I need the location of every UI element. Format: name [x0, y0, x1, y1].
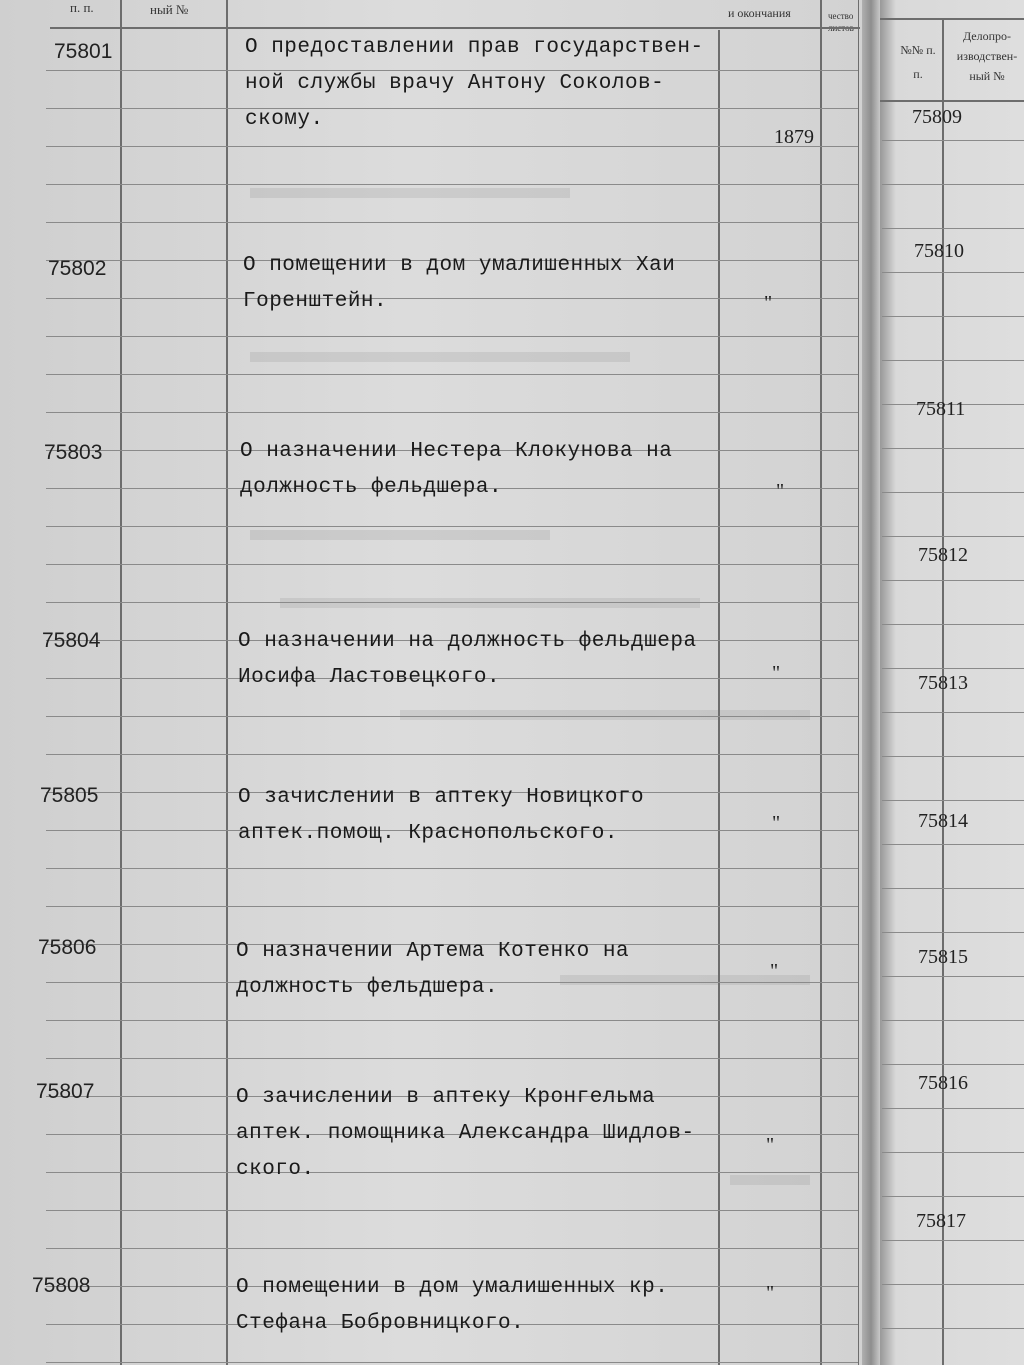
ruled-line — [882, 844, 1024, 845]
ruled-line — [46, 336, 858, 337]
description-line: ной службы врачу Антону Соколов- — [245, 72, 665, 95]
ruled-line — [882, 316, 1024, 317]
ruled-line — [882, 976, 1024, 977]
right-header-office-number: Делопро- изводствен- ный № — [956, 29, 1018, 83]
ruled-line — [882, 668, 1024, 669]
header-index: п. п. — [70, 0, 94, 15]
description-line: должность фельдшера. — [240, 476, 503, 499]
ruled-line — [46, 222, 858, 223]
ruled-line — [882, 1240, 1024, 1241]
ruled-line — [46, 868, 858, 869]
header-rule — [50, 27, 860, 29]
ruled-line — [46, 1248, 858, 1249]
description-line: О зачислении в аптеку Новицкого — [238, 786, 645, 809]
column-rule — [718, 30, 720, 1365]
book-gutter — [862, 0, 880, 1365]
ruled-line — [46, 716, 858, 717]
entry-number: 75801 — [54, 40, 113, 63]
ruled-line — [882, 1108, 1024, 1109]
description-line: Иосифа Ластовецкого. — [238, 666, 501, 689]
ruled-line — [882, 140, 1024, 141]
ruled-line — [46, 526, 858, 527]
header-dates: и окончания — [728, 6, 791, 20]
ruled-line — [882, 932, 1024, 933]
ruled-line — [882, 712, 1024, 713]
right-entry-number: 75816 — [918, 1072, 968, 1094]
ruled-line — [882, 888, 1024, 889]
description-line: скому. — [245, 108, 324, 131]
bleed-through — [250, 188, 570, 198]
column-rule — [858, 0, 859, 1365]
right-entry-number: 75815 — [918, 946, 968, 968]
header-sheets: чество — [828, 11, 854, 21]
header-rule — [880, 18, 1024, 20]
entry-number: 75802 — [48, 257, 107, 280]
ruled-line — [46, 564, 858, 565]
ruled-line — [882, 624, 1024, 625]
right-entry-number: 75812 — [918, 544, 968, 566]
ruled-line — [46, 754, 858, 755]
entry-description — [243, 248, 675, 320]
ruled-line — [46, 1058, 858, 1059]
right-entry-number: 75814 — [918, 810, 968, 832]
description-line: должность фельдшера. — [236, 976, 499, 999]
ruled-line — [882, 360, 1024, 361]
ruled-line — [882, 1020, 1024, 1021]
entry-number: 75806 — [38, 936, 97, 959]
bleed-through — [730, 1175, 810, 1185]
description-line: О помещении в дом умалишенных Хаи — [243, 254, 676, 277]
ruled-line — [882, 448, 1024, 449]
ruled-line — [882, 800, 1024, 801]
entry-description — [238, 624, 697, 696]
right-entry-number: 75813 — [918, 672, 968, 694]
right-entry-number: 75810 — [914, 240, 964, 262]
right-entry-number: 75809 — [912, 106, 962, 128]
column-rule — [820, 0, 822, 1365]
ruled-line — [882, 1328, 1024, 1329]
entry-date: 1879 — [774, 126, 814, 148]
right-entry-number: 75817 — [916, 1210, 966, 1232]
entry-number: 75807 — [36, 1080, 95, 1103]
bleed-through — [250, 352, 630, 362]
entry-date-ditto: " — [766, 1282, 775, 1304]
entry-date-ditto: " — [764, 292, 773, 314]
header-office-number: ный № — [150, 2, 189, 17]
entry-date-ditto: " — [776, 480, 785, 502]
ruled-line — [882, 1064, 1024, 1065]
ruled-line — [46, 412, 858, 413]
ruled-line — [46, 374, 858, 375]
description-line: О назначении Артема Котенко на — [236, 940, 630, 963]
entry-description — [240, 434, 672, 506]
entry-description — [236, 1080, 695, 1188]
entry-number: 75805 — [40, 784, 99, 807]
ruled-line — [882, 272, 1024, 273]
ruled-line — [882, 580, 1024, 581]
column-rule — [120, 0, 122, 1365]
column-rule — [226, 0, 228, 1365]
description-line: О назначении на должность фельдшера — [238, 630, 697, 653]
entry-date-ditto: " — [770, 960, 779, 982]
ruled-line — [46, 1020, 858, 1021]
ruled-line — [46, 1210, 858, 1211]
ruled-line — [882, 1284, 1024, 1285]
ruled-line — [882, 228, 1024, 229]
description-line: Горенштейн. — [243, 290, 388, 313]
ruled-line — [882, 536, 1024, 537]
ruled-line — [882, 1196, 1024, 1197]
bleed-through — [400, 710, 810, 720]
bleed-through — [280, 598, 700, 608]
entry-date-ditto: " — [772, 662, 781, 684]
ruled-line — [882, 756, 1024, 757]
entry-date-ditto: " — [772, 812, 781, 834]
description-line: О назначении Нестера Клокунова на — [240, 440, 673, 463]
entry-description — [238, 780, 644, 852]
description-line: О зачислении в аптеку Кронгельма — [236, 1086, 656, 1109]
description-line: аптек.помощ. Краснопольского. — [238, 822, 618, 845]
description-line: О помещении в дом умалишенных кр. — [236, 1276, 669, 1299]
description-line: О предоставлении прав государствен- — [245, 36, 704, 59]
header-rule — [880, 100, 1024, 102]
ruled-line — [882, 184, 1024, 185]
ruled-line — [46, 184, 858, 185]
entry-number: 75808 — [32, 1274, 91, 1297]
right-entry-number: 75811 — [916, 398, 966, 420]
entry-number: 75803 — [44, 441, 103, 464]
right-header-index: №№ п. п. — [900, 43, 936, 81]
ruled-line — [882, 492, 1024, 493]
ruled-line — [46, 602, 858, 603]
entry-description — [245, 30, 704, 138]
ruled-line — [46, 146, 858, 147]
ruled-line — [46, 1362, 858, 1363]
entry-description — [236, 1270, 668, 1342]
entry-number: 75804 — [42, 629, 101, 652]
description-line: аптек. помощника Александра Шидлов- — [236, 1122, 695, 1145]
bleed-through — [250, 530, 550, 540]
entry-date-ditto: " — [766, 1134, 775, 1156]
ruled-line — [882, 1152, 1024, 1153]
entry-description — [236, 934, 629, 1006]
description-line: ского. — [236, 1158, 315, 1181]
ruled-line — [46, 906, 858, 907]
description-line: Стефана Бобровницкого. — [236, 1312, 525, 1335]
